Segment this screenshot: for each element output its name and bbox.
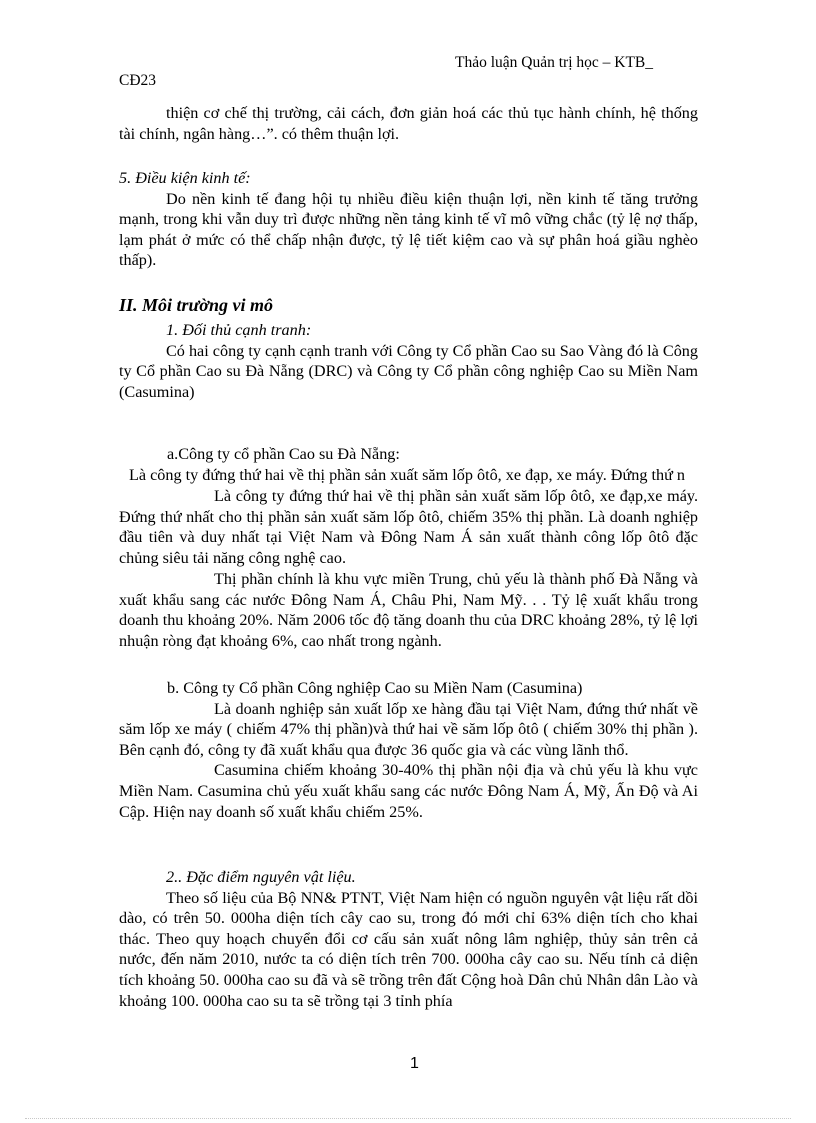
section-company-a	[119, 444, 698, 465]
section-materials	[119, 867, 698, 1011]
paragraph-text: Là doanh nghiệp sản xuất lốp xe hàng đầu tại Việt Nam, đứng thứ nhất về săm lốp xe máy ( chiếm 47% thị phần)và thứ hai về săm lốp ôtô ( chiếm 30% thị phần ). Bên cạnh đó, công ty đã xuất khẩu qua được 36 quốc gia và các vùng lãnh thổ.	[119, 699, 698, 759]
paragraph-company-a-full	[119, 486, 698, 568]
subsection-heading: b. Công ty Cổ phần Công nghiệp Cao su Miền Nam (Casumina)	[167, 679, 583, 697]
section-competitors	[119, 320, 698, 402]
paragraph-company-a-market	[119, 569, 698, 651]
page-number: 1	[410, 1055, 419, 1072]
subsection-heading: 1. Đối thủ cạnh tranh:	[166, 321, 312, 339]
section-company-b	[119, 678, 698, 822]
section-economic	[119, 168, 698, 271]
paragraph-company-a-overlap	[119, 465, 698, 486]
paragraph-text: Theo số liệu của Bộ NN& PTNT, Việt Nam hiện có nguồn nguyên vật liệu rất dồi dào, có trên 50. 000ha diện tích cây cao su, trong đó mới chỉ 63% diện tích cho khai thác. Theo quy hoạch chuyển đổi cơ cấu sản xuất nông lâm nghiệp, thủy sản trên cả nước, đến năm 2010, nước ta có diện tích trên 700. 000ha cây cao su. Nếu tính cả diện tích khoảng 50. 000ha cao su đã và sẽ trồng trên đất Cộng hoà Dân chủ Nhân dân Lào và khoảng 100. 000ha cao su ta sẽ trồng tại 3 tỉnh phía	[119, 888, 698, 1010]
paragraph-text: Do nền kinh tế đang hội tụ nhiều điều kiện thuận lợi, nền kinh tế tăng trưởng mạnh, trong khi vẫn duy trì được những nền tảng kinh tế vĩ mô vững chắc (tỷ lệ nợ thấp, lạm phát ở mức có thể chấp nhận được, tỷ lệ tiết kiệm cao và sự phân hoá giầu nghèo thấp).	[119, 189, 698, 270]
section-micro-environment	[119, 295, 698, 316]
paragraph-text: Là công ty đứng thứ hai về thị phần sản xuất săm lốp ôtô, xe đạp,xe máy. Đứng thứ nhất cho thị phần sản xuất săm lốp ôtô, chiếm 35% thị phần. Là doanh nghiệp đầu tiên và duy nhất tại Việt Nam và Đông Nam Á sản xuất thành công lốp ôtô đặc chủng siêu tải năng công nghệ cao.	[119, 487, 698, 567]
header-class-code: CĐ23	[119, 72, 157, 89]
section-heading: 5. Điều kiện kinh tế:	[119, 169, 251, 187]
paragraph-text: thiện cơ chế thị trường, cải cách, đơn giản hoá các thủ tục hành chính, hệ thống tài chính, ngân hàng…”. có thêm thuận lợi.	[119, 104, 698, 143]
paragraph-reform	[119, 103, 698, 144]
subsection-heading: 2.. Đặc điểm nguyên vật liệu.	[166, 868, 356, 886]
paragraph-text: Thị phần chính là khu vực miền Trung, chủ yếu là thành phố Đà Nẵng và xuất khẩu sang các nước Đông Nam Á, Châu Phi, Nam Mỹ. . . Tỷ lệ xuất khẩu trong doanh thu khoảng 20%. Năm 2006 tốc độ tăng doanh thu của DRC khoảng 28%, tỷ lệ lợi nhuận ròng đạt khoảng 6%, cao nhất trong ngành.	[119, 570, 698, 650]
paragraph-text: Là công ty đứng thứ hai về thị phần sản xuất săm lốp ôtô, xe đạp, xe máy. Đứng thứ n	[129, 466, 685, 484]
paragraph-text: Có hai công ty cạnh cạnh tranh với Công ty Cổ phần Cao su Sao Vàng đó là Công ty Cổ phần Cao su Đà Nẵng (DRC) và Công ty Cổ phần công nghiệp Cao su Miền Nam (Casumina)	[119, 341, 698, 401]
subsection-heading: a.Công ty cổ phần Cao su Đà Nẵng:	[167, 445, 400, 463]
paragraph-text: Casumina chiếm khoảng 30-40% thị phần nội địa và chủ yếu là khu vực Miền Nam. Casumina chủ yếu xuất khẩu sang các nước Đông Nam Á, Mỹ, Ấn Độ và Ai Cập. Hiện nay doanh số xuất khẩu chiếm 25%.	[119, 761, 698, 821]
section-heading-main: II. Môi trường vi mô	[119, 295, 273, 315]
header-title: Thảo luận Quản trị học – KTB_	[455, 54, 654, 71]
page-divider	[25, 1118, 791, 1119]
